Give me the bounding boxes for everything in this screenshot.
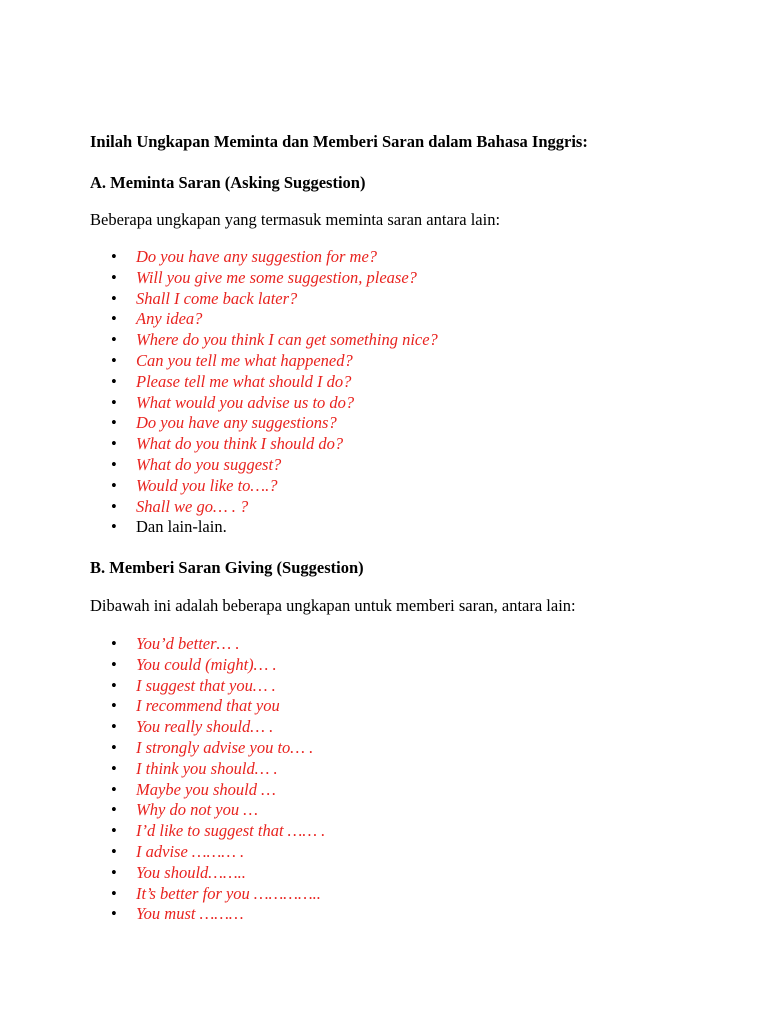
list-item: • Where do you think I can get something nice? — [90, 330, 438, 351]
list-item: • You must ……… — [90, 904, 325, 925]
list-item: • You really should… . — [90, 717, 325, 738]
list-item: • I recommend that you — [90, 696, 325, 717]
section-b-intro: Dibawah ini adalah beberapa ungkapan untuk memberi saran, antara lain: — [90, 596, 576, 615]
list-item: • What do you suggest? — [90, 455, 438, 476]
list-item: • You could (might)… . — [90, 655, 325, 676]
list-item: • Do you have any suggestions? — [90, 413, 438, 434]
list-item: • Shall we go… . ? — [90, 497, 438, 518]
list-item: • I think you should… . — [90, 759, 325, 780]
list-item: • Why do not you … — [90, 800, 325, 821]
list-item: • Will you give me some suggestion, please? — [90, 268, 438, 289]
list-item: • I’d like to suggest that …… . — [90, 821, 325, 842]
section-a-heading: A. Meminta Saran (Asking Suggestion) — [90, 173, 366, 192]
section-b-heading: B. Memberi Saran Giving (Suggestion) — [90, 558, 364, 577]
list-item: • Do you have any suggestion for me? — [90, 247, 438, 268]
list-item: • You’d better… . — [90, 634, 325, 655]
list-item: • Maybe you should … — [90, 780, 325, 801]
list-item: • What would you advise us to do? — [90, 393, 438, 414]
list-item: • What do you think I should do? — [90, 434, 438, 455]
list-item: • You should…….. — [90, 863, 325, 884]
section-a-list — [90, 247, 438, 538]
section-a-intro: Beberapa ungkapan yang termasuk meminta saran antara lain: — [90, 210, 501, 229]
list-item: • Can you tell me what happened? — [90, 351, 438, 372]
list-item: • I suggest that you… . — [90, 676, 325, 697]
list-item: • Any idea? — [90, 309, 438, 330]
list-item: • Would you like to….? — [90, 476, 438, 497]
list-item: • I advise ……… . — [90, 842, 325, 863]
list-item: • I strongly advise you to… . — [90, 738, 325, 759]
list-item: • It’s better for you ………….. — [90, 884, 325, 905]
list-item: • Shall I come back later? — [90, 289, 438, 310]
section-b-list — [90, 634, 325, 925]
list-item: • Please tell me what should I do? — [90, 372, 438, 393]
document-title: Inilah Ungkapan Meminta dan Memberi Saran dalam Bahasa Inggris: — [90, 132, 588, 151]
list-item: • Dan lain-lain. — [90, 517, 438, 538]
